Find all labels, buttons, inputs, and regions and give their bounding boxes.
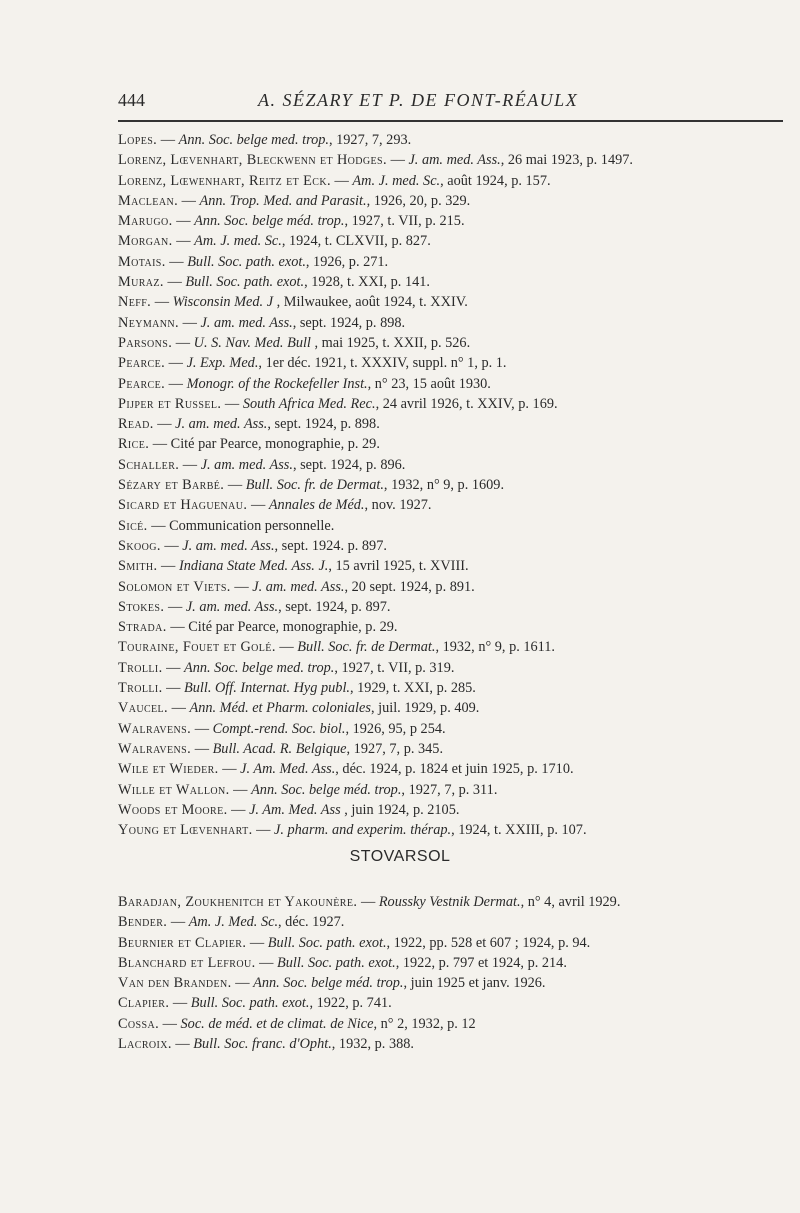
reference-author: Pearce. [118, 355, 166, 372]
reference-details: Cité par Pearce, monographie, p. 29. [170, 436, 380, 453]
reference-author: Sicard et Haguenau. [118, 497, 248, 514]
reference-author: Read. [118, 416, 154, 433]
reference-author: Strada. [118, 619, 167, 636]
reference-author: Touraine, Fouet et Golé. [118, 639, 276, 656]
reference-entry: Maclean. — Ann. Trop. Med. and Parasit., 1926, 20, p. 329. [118, 192, 471, 209]
reference-entry: Neff. — Wisconsin Med. J , Milwaukee, août 1924, t. XXIV. [118, 294, 468, 311]
reference-journal: J. am. med. Ass. [408, 152, 501, 169]
reference-author: Lopes. [118, 132, 158, 148]
reference-details: , sept. 1924, p. 896. [292, 456, 406, 473]
reference-entry: Smith. — Indiana State Med. Ass. J., 15 avril 1925, t. XVIII. [118, 558, 469, 575]
reference-journal: Am. J. med. Sc. [352, 172, 441, 189]
reference-details: , n° 2, 1932, p. 12 [373, 1015, 476, 1032]
reference-details: , 1932, p. 388. [331, 1036, 414, 1053]
reference-details: , 1926, 95, p 254. [345, 720, 446, 737]
reference-details: , août 1924, p. 157. [440, 172, 551, 189]
reference-author: Stokes. [118, 598, 165, 615]
reference-author: Schaller. [118, 456, 180, 473]
reference-journal: Ann. Trop. Med. and Parasit. [199, 192, 367, 209]
reference-entry: Clapier. — Bull. Soc. path. exot., 1922, p. 741. [118, 995, 392, 1012]
reference-details: , 1927, 7, p. 311. [401, 781, 498, 798]
reference-journal: Bull. Soc. path. exot. [185, 274, 305, 291]
reference-entry: Lacroix. — Bull. Soc. franc. d'Opht., 1932, p. 388. [118, 1036, 414, 1053]
reference-entry: Marugo. — Ann. Soc. belge méd. trop., 1927, t. VII, p. 215. [118, 213, 465, 230]
reference-entry: Van den Branden. — Ann. Soc. belge méd. trop., juin 1925 et janv. 1926. [118, 975, 546, 992]
reference-author: Marugo. [118, 213, 173, 230]
reference-details: , 1922, p. 797 et 1924, p. 214. [395, 954, 567, 971]
reference-details: , 1922, p. 741. [309, 995, 392, 1012]
reference-entry: Walravens. — Bull. Acad. R. Belgique, 1927, 7, p. 345. [118, 740, 444, 757]
reference-details: , juin 1924, p. 2105. [340, 801, 460, 818]
reference-author: Lacroix. [118, 1036, 172, 1053]
reference-author: Sicé. [118, 517, 148, 534]
reference-journal: J. Exp. Med. [186, 355, 259, 372]
reference-author: Pijper et Russel. [118, 395, 222, 412]
reference-journal: Bull. Soc. path. exot. [277, 954, 396, 971]
reference-author: Van den Branden. [118, 975, 232, 992]
reference-details: , 1927, 7, 293. [328, 132, 412, 148]
reference-journal: Monogr. of the Rockefeller Inst. [186, 375, 368, 392]
reference-details: , 1926, 20, p. 329. [366, 192, 471, 209]
reference-entry: Schaller. — J. am. med. Ass., sept. 1924, p. 896. [118, 456, 406, 473]
reference-author: Vaucel. [118, 700, 169, 717]
reference-details: , 1932, n° 9, p. 1611. [435, 639, 555, 656]
reference-author: Smith. [118, 558, 158, 575]
reference-author: Wille et Wallon. [118, 781, 230, 798]
reference-journal: Annales de Méd. [268, 497, 365, 514]
reference-journal: Ann. Soc. belge méd. trop. [194, 213, 345, 230]
section-title: STOVARSOL [349, 848, 451, 865]
page-number: 444 [118, 90, 145, 110]
reference-details: Cité par Pearce, monographie, p. 29. [188, 619, 398, 636]
reference-entry: Sézary et Barbé. — Bull. Soc. fr. de Dermat., 1932, n° 9, p. 1609. [118, 477, 505, 494]
running-head: A. SÉZARY ET P. DE FONT-RÉAULX [258, 90, 579, 110]
reference-details: , mai 1925, t. XXII, p. 526. [310, 334, 471, 351]
reference-journal: South Africa Med. Rec. [242, 395, 376, 412]
reference-entry: Beurnier et Clapier. — Bull. Soc. path. exot., 1922, pp. 528 et 607 ; 1924, p. 94. [118, 934, 591, 951]
reference-journal: Ann. Soc. belge med. trop. [178, 132, 329, 148]
reference-details: , 1924, t. CLXVII, p. 827. [281, 233, 431, 250]
reference-entry: Skoog. — J. am. med. Ass., sept. 1924. p. 897. [118, 537, 387, 554]
reference-details: , 1927, t. VII, p. 319. [334, 659, 455, 676]
reference-journal: Wisconsin Med. J [172, 294, 274, 311]
reference-journal: Compt.-rend. Soc. biol. [212, 720, 346, 737]
reference-journal: J. pharm. and experim. thérap. [274, 822, 452, 839]
reference-entry: Trolli. — Bull. Off. Internat. Hyg publ., 1929, t. XXI, p. 285. [118, 680, 476, 697]
reference-journal: Ann. Soc. belge med. trop. [184, 659, 335, 676]
reference-journal: Bull. Soc. path. exot. [190, 995, 310, 1012]
reference-entry: Pearce. — J. Exp. Med., 1er déc. 1921, t. XXXIV, suppl. n° 1, p. 1. [118, 355, 507, 372]
reference-details: , 26 mai 1923, p. 1497. [500, 152, 633, 169]
reference-journal: Roussky Vestnik Dermat. [378, 894, 521, 910]
reference-details: , Milwaukee, août 1924, t. XXIV. [273, 294, 468, 311]
reference-author: Clapier. [118, 995, 170, 1012]
reference-journal: Ann. Méd. et Pharm. coloniales [189, 700, 371, 717]
reference-entry: Rice. — Cité par Pearce, monographie, p. 29. [118, 436, 380, 453]
reference-details: , n° 23, 15 août 1930. [367, 375, 491, 392]
reference-list [118, 130, 790, 840]
reference-details: , 1922, pp. 528 et 607 ; 1924, p. 94. [386, 934, 591, 951]
reference-author: Trolli. [118, 680, 163, 697]
reference-author: Muraz. [118, 274, 164, 291]
reference-journal: Bull. Soc. fr. de Dermat. [245, 477, 384, 494]
reference-entry: Read. — J. am. med. Ass., sept. 1924, p. 898. [118, 416, 380, 433]
reference-entry: Walravens. — Compt.-rend. Soc. biol., 1926, 95, p 254. [118, 720, 446, 737]
reference-author: Lorenz, Lœvenhart, Bleckwenn et Hodges. [118, 152, 387, 169]
reference-details: , juin 1925 et janv. 1926. [403, 975, 546, 992]
reference-author: Motais. [118, 253, 166, 270]
reference-author: Skoog. [118, 537, 161, 554]
reference-journal: Ann. Soc. belge méd. trop. [253, 975, 404, 992]
reference-journal: Bull. Soc. path. exot. [267, 934, 387, 951]
reference-details: , sept. 1924. p. 897. [274, 537, 387, 554]
reference-entry: Neymann. — J. am. med. Ass., sept. 1924, p. 898. [118, 314, 406, 331]
reference-entry: Blanchard et Lefrou. — Bull. Soc. path. exot., 1922, p. 797 et 1924, p. 214. [118, 954, 567, 971]
reference-author: Neymann. [118, 314, 179, 331]
reference-journal: J. am. med. Ass. [182, 537, 275, 554]
reference-journal: J. Am. Med. Ass. [240, 761, 336, 778]
reference-author: Rice. [118, 436, 150, 453]
reference-author: Blanchard et Lefrou. [118, 954, 256, 971]
reference-entry: Pearce. — Monogr. of the Rockefeller Inst., n° 23, 15 août 1930. [118, 375, 491, 392]
reference-journal: Bull. Off. Internat. Hyg publ. [184, 680, 350, 697]
reference-journal: U. S. Nav. Med. Bull [193, 334, 311, 351]
reference-entry: Bender. — Am. J. Med. Sc., déc. 1927. [118, 914, 345, 931]
reference-details: Communication personnelle. [169, 517, 335, 534]
reference-entry: Morgan. — Am. J. med. Sc., 1924, t. CLXVII, p. 827. [118, 233, 431, 250]
reference-author: Neff. [118, 294, 152, 311]
reference-journal: Bull. Soc. fr. de Dermat. [297, 639, 436, 656]
reference-details: , 1924, t. XXIII, p. 107. [451, 822, 587, 839]
reference-entry: Wile et Wieder. — J. Am. Med. Ass., déc. 1924, p. 1824 et juin 1925, p. 1710. [118, 761, 574, 778]
reference-details: , juil. 1929, p. 409. [370, 700, 480, 717]
reference-entry: Trolli. — Ann. Soc. belge med. trop., 1927, t. VII, p. 319. [118, 659, 455, 676]
reference-details: , 20 sept. 1924, p. 891. [344, 578, 475, 595]
reference-details: , 1926, p. 271. [305, 253, 389, 270]
reference-journal: Soc. de méd. et de climat. de Nice [180, 1015, 374, 1032]
reference-author: Baradjan, Zoukhenitch et Yakounère. [118, 894, 358, 910]
reference-entry: Young et Lœvenhart. — J. pharm. and experim. thérap., 1924, t. XXIII, p. 107. [118, 822, 587, 839]
reference-journal: J. am. med. Ass. [200, 314, 293, 331]
page-header [118, 88, 783, 122]
reference-entry: Vaucel. — Ann. Méd. et Pharm. coloniales, juil. 1929, p. 409. [118, 700, 480, 717]
reference-list-stovarsol [118, 892, 790, 1054]
reference-author: Walravens. [118, 740, 192, 757]
reference-author: Wile et Wieder. [118, 761, 219, 778]
reference-entry: Sicé. — Communication personnelle. [118, 517, 335, 534]
reference-author: Maclean. [118, 192, 179, 209]
reference-author: Solomon et Viets. [118, 578, 231, 595]
reference-author: Pearce. [118, 375, 166, 392]
reference-entry: Lorenz, Lœvenhart, Bleckwenn et Hodges. — J. am. med. Ass., 26 mai 1923, p. 1497. [118, 152, 633, 169]
reference-details: , 15 avril 1925, t. XVIII. [328, 558, 469, 575]
reference-entry: Baradjan, Zoukhenitch et Yakounère. — Roussky Vestnik Dermat., n° 4, avril 1929. [118, 894, 621, 910]
reference-details: , 1932, n° 9, p. 1609. [383, 477, 505, 494]
reference-entry: Stokes. — J. am. med. Ass., sept. 1924, p. 897. [118, 598, 391, 615]
reference-entry: Motais. — Bull. Soc. path. exot., 1926, p. 271. [118, 253, 389, 270]
reference-details: , 1928, t. XXI, p. 141. [304, 274, 430, 291]
reference-journal: Bull. Soc. franc. d'Opht. [193, 1036, 332, 1053]
reference-entry: Wille et Wallon. — Ann. Soc. belge méd. trop., 1927, 7, p. 311. [118, 781, 498, 798]
reference-author: Bender. [118, 914, 168, 931]
reference-author: Parsons. [118, 334, 173, 351]
reference-journal: Indiana State Med. Ass. J. [178, 558, 329, 575]
reference-entry: Woods et Moore. — J. Am. Med. Ass , juin 1924, p. 2105. [118, 801, 460, 818]
reference-journal: Bull. Acad. R. Belgique [212, 740, 347, 757]
reference-details: , déc. 1924, p. 1824 et juin 1925, p. 1710. [335, 761, 574, 778]
reference-author: Woods et Moore. [118, 801, 228, 818]
reference-journal: J. am. med. Ass. [200, 456, 293, 473]
reference-details: , 1927, t. VII, p. 215. [344, 213, 465, 230]
reference-entry: Sicard et Haguenau. — Annales de Méd., nov. 1927. [118, 497, 432, 514]
reference-details: , déc. 1927. [278, 914, 345, 931]
reference-journal: J. am. med. Ass. [252, 578, 345, 595]
reference-details: , 24 avril 1926, t. XXIV, p. 169. [375, 395, 558, 412]
reference-journal: Am. J. med. Sc. [194, 233, 282, 250]
reference-author: Walravens. [118, 720, 192, 737]
reference-details: , nov. 1927. [364, 497, 432, 514]
reference-author: Lorenz, Lœwenhart, Reitz et Eck. [118, 172, 331, 189]
reference-details: , 1er déc. 1921, t. XXXIV, suppl. n° 1, p. 1. [258, 355, 507, 372]
reference-author: Young et Lœvenhart. [118, 822, 253, 839]
reference-entry: Cossa. — Soc. de méd. et de climat. de Nice, n° 2, 1932, p. 12 [118, 1015, 476, 1032]
reference-author: Cossa. [118, 1015, 160, 1032]
reference-author: Morgan. [118, 233, 173, 250]
reference-journal: Ann. Soc. belge méd. trop. [251, 781, 402, 798]
reference-entry: Lorenz, Lœwenhart, Reitz et Eck. — Am. J. med. Sc., août 1924, p. 157. [118, 172, 551, 189]
reference-entry: Pijper et Russel. — South Africa Med. Rec., 24 avril 1926, t. XXIV, p. 169. [118, 395, 558, 412]
reference-journal: J. am. med. Ass. [175, 416, 268, 433]
reference-journal: Am. J. Med. Sc. [188, 914, 279, 931]
reference-author: Beurnier et Clapier. [118, 934, 247, 951]
reference-details: , sept. 1924, p. 897. [278, 598, 391, 615]
reference-journal: Bull. Soc. path. exot. [187, 253, 306, 270]
reference-details: , 1927, 7, p. 345. [346, 740, 444, 757]
reference-journal: J. Am. Med. Ass [249, 801, 341, 818]
reference-details: , n° 4, avril 1929. [520, 894, 621, 910]
reference-details: , sept. 1924, p. 898. [267, 416, 380, 433]
reference-entry: Solomon et Viets. — J. am. med. Ass., 20 sept. 1924, p. 891. [118, 578, 475, 595]
reference-journal: J. am. med. Ass. [185, 598, 279, 615]
reference-details: , 1929, t. XXI, p. 285. [350, 680, 476, 697]
reference-entry: Lopes. — Ann. Soc. belge med. trop., 1927, 7, 293. [118, 132, 412, 148]
reference-entry: Muraz. — Bull. Soc. path. exot., 1928, t. XXI, p. 141. [118, 274, 430, 291]
reference-entry: Parsons. — U. S. Nav. Med. Bull , mai 1925, t. XXII, p. 526. [118, 334, 471, 351]
reference-entry: Strada. — Cité par Pearce, monographie, p. 29. [118, 619, 398, 636]
reference-details: , sept. 1924, p. 898. [292, 314, 406, 331]
reference-author: Sézary et Barbé. [118, 477, 225, 494]
reference-entry: Touraine, Fouet et Golé. — Bull. Soc. fr. de Dermat., 1932, n° 9, p. 1611. [118, 639, 555, 656]
reference-author: Trolli. [118, 659, 163, 676]
